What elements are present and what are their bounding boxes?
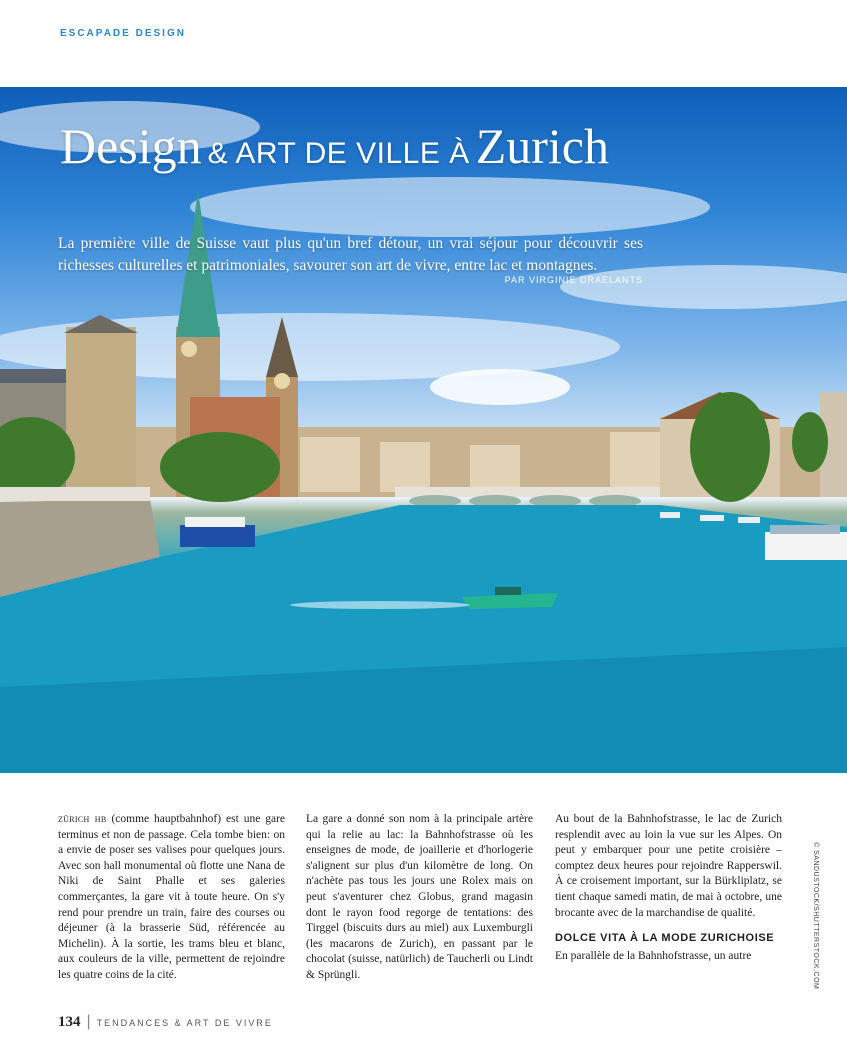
column-1-text: (comme hauptbahnhof) est une gare terminus et non de passage. Cela tombe bien: on a envie de poser ses valises pour quelques jours. Avec son hall monumental où flotte une Nana de Niki de Saint Phalle et ses galeries commerçantes, la gare vit à toute heure. On s'y rend pour prendre un train, faire des courses ou déjeuner (à la brasserie Süd, référencée au Michelin). À la sortie, les trams bleu et blanc, aux couleurs de la ville, permettent de rejoindre les quatre coins de la cité. <box>58 813 285 981</box>
column-2-text: La gare a donné son nom à la principale artère qui la relie au lac: la Bahnhofstrasse où les enseignes de mode, de joaillerie et d'horlogerie s'alignent sur plus d'un kilomètre de long. On n'achète pas tous les jours une Rolex mais on peut s'aventurer chez Globus, grand magasin dont le rayon food regorge de tentations: des Tirggel (biscuits durs au miel) aux Luxemburgli (les macarons de Zurich), en passant par le chocolat (suisse, natürlich) de Taucherli ou Lindt & Sprüngli. <box>306 813 533 981</box>
article-title: Design & ART DE VILLE À Zurich <box>60 118 609 174</box>
section-label: ESCAPADE DESIGN <box>60 28 186 39</box>
article-column-1 <box>58 812 285 987</box>
column-3-continued: En parallèle de la Bahnhofstrasse, un autre <box>555 949 752 962</box>
footer-separator: | <box>86 1013 91 1030</box>
publication-name: TENDANCES & ART DE VIVRE <box>96 1018 273 1028</box>
page-number: 134 <box>58 1014 81 1030</box>
section-subheading: DOLCE VITA À LA MODE ZURICHOISE <box>555 932 775 945</box>
article-column-2 <box>306 812 533 987</box>
hero-photo <box>0 87 847 773</box>
article-column-3 <box>555 812 782 987</box>
byline: PAR VIRGINIE DRAELANTS <box>504 275 643 285</box>
column-3-text: Au bout de la Bahnhofstrasse, le lac de Zurich resplendit avec au loin la vue sur les Alpes. On peut y embarquer pour une petite croisière – comptez deux heures pour rejoindre Rapperswil. À ce croisement important, sur la Bürkliplatz, se tient chaque samedi matin, de mai à octobre, une brocante avec de la marchandise de qualité. <box>555 813 782 919</box>
zurich-cityscape-illustration <box>0 87 847 773</box>
photo-credit: © SANDUSTOCK/SHUTTERSTOCK.COM <box>812 842 819 990</box>
lead-words: zürich hb <box>58 813 107 825</box>
article-intro: La première ville de Suisse vaut plus qu'un bref détour, un vrai séjour pour découvrir ses richesses culturelles et patrimoniales, savourer son art de vivre, entre lac et montagnes. <box>58 235 643 274</box>
page-footer <box>58 1013 273 1031</box>
